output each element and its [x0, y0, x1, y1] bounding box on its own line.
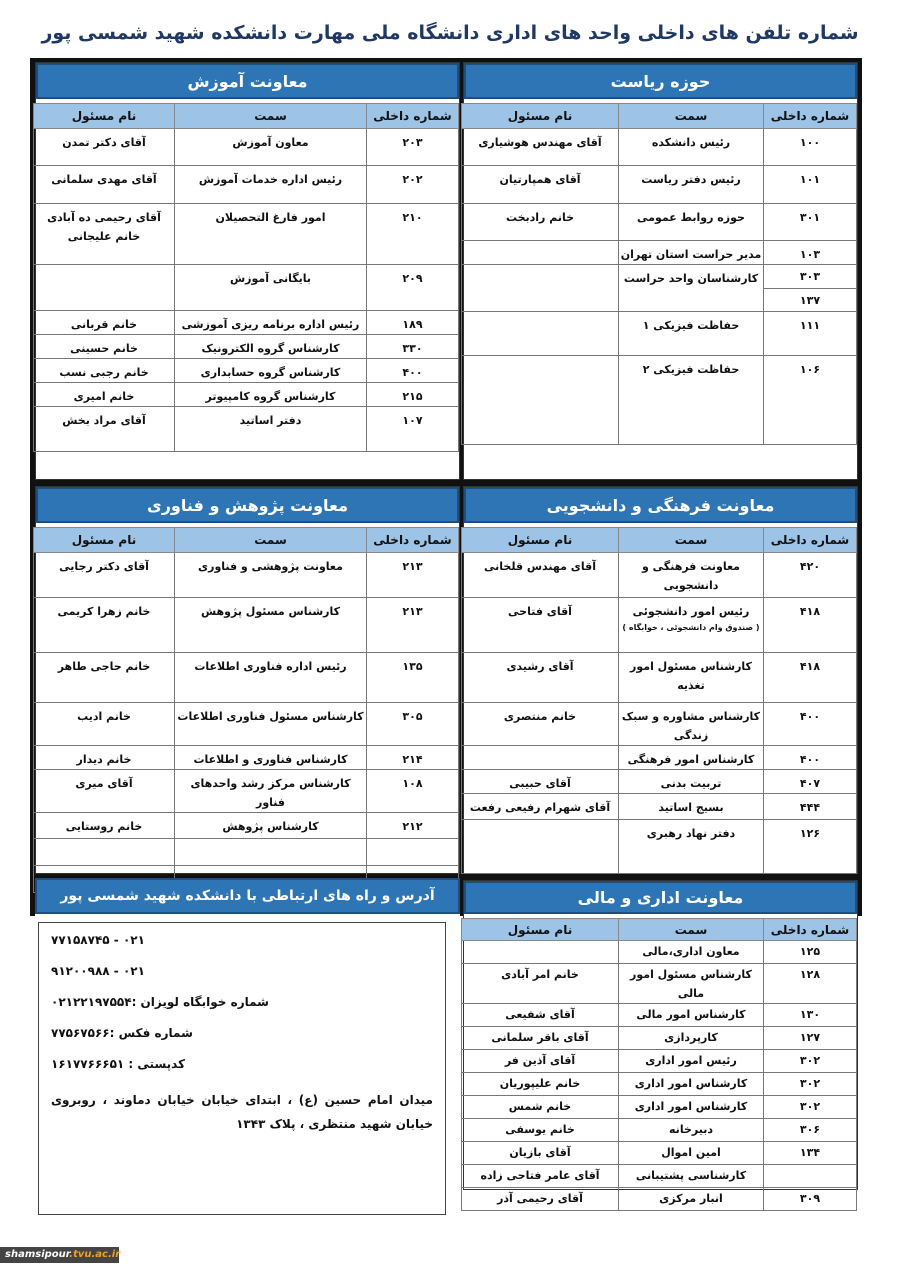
page-title: شماره تلفن های داخلی واحد های اداری دانشگاه ملی مهارت دانشکده شهید شمسی پور: [41, 22, 859, 44]
person-name: [462, 241, 619, 265]
person-name: آقای دکتر رجایی: [34, 553, 175, 598]
table-row: [462, 941, 857, 964]
column-header-ext: شماره داخلی: [764, 919, 857, 941]
dorm-phone: شماره خوابگاه لویزان :۰۲۱۲۲۱۹۷۵۵۴: [51, 995, 269, 1009]
table-row: [462, 1004, 857, 1027]
person-name: [462, 312, 619, 356]
position: [619, 794, 764, 820]
table-row: [462, 746, 857, 770]
extension-number: ۱۰۱: [764, 166, 857, 204]
table-row: [462, 1119, 857, 1142]
person-name: خانم ادیب: [34, 703, 175, 746]
person-name: [34, 265, 175, 311]
extension-number: [764, 265, 857, 312]
position-label: کارشناس گروه کامپیوتر: [205, 390, 336, 403]
position: [175, 553, 367, 598]
position: [175, 359, 367, 383]
position: [619, 312, 764, 356]
person-name: آقای مهدی سلمانی: [34, 166, 175, 204]
extension-number: ۳۰۲: [764, 1073, 857, 1096]
position-label: حفاظت فیزیکی ۱: [642, 319, 740, 332]
extension-number: ۴۰۷: [764, 770, 857, 794]
section-title: معاونت فرهنگی و دانشجویی: [464, 487, 857, 523]
section-presidency: [463, 62, 858, 480]
extension-number: ۳۰۶: [764, 1119, 857, 1142]
person-name: [462, 941, 619, 964]
extension-number: ۱۳۰: [764, 1004, 857, 1027]
table-row: [462, 129, 857, 166]
person-name: آقای رحیمی ده آبادی خانم علیجانی: [34, 204, 175, 265]
position: [175, 407, 367, 452]
position: [619, 241, 764, 265]
site-watermark: [0, 1247, 119, 1263]
extension-number: ۱۰۳: [764, 241, 857, 265]
position: [619, 703, 764, 746]
table-row: [462, 1165, 857, 1188]
table-row: [34, 311, 459, 335]
extension-number: ۱۲۶: [764, 820, 857, 874]
position-label: رئیس دانشکده: [651, 136, 731, 149]
extension-number: ۱۰۶: [764, 356, 857, 445]
table-row: [462, 1188, 857, 1211]
extension-number: ۳۰۲: [764, 1096, 857, 1119]
person-name: [462, 746, 619, 770]
address: میدان امام حسین (ع) ، ابتدای خیابان خیابان دماوند ، روبروی خیابان شهید منتظری ، پلاک ۱۳۴۳: [51, 1093, 433, 1131]
column-header-role: سمت: [619, 104, 764, 129]
position: [175, 839, 367, 866]
person-name: خانم قربانی: [34, 311, 175, 335]
person-name: آقای حبیبی: [462, 770, 619, 794]
table-row: [462, 204, 857, 241]
position-label: کارشناس مرکز رشد واحدهای فناور: [190, 777, 351, 809]
person-name: خانم علیپوریان: [462, 1073, 619, 1096]
extension-number: ۴۰۰: [367, 359, 459, 383]
position: [619, 770, 764, 794]
position: [619, 820, 764, 874]
extension-number: ۲۰۳: [367, 129, 459, 166]
person-name: آقای همپارتیان: [462, 166, 619, 204]
position: [175, 204, 367, 265]
table-row: [462, 1027, 857, 1050]
person-name: خانم دیدار: [34, 746, 175, 770]
extension-number: ۲۱۲: [367, 813, 459, 839]
phone-2: ۰۲۱ - ۹۱۲۰۰۹۸۸: [51, 964, 145, 978]
position-label: کارشناس امور مالی: [636, 1008, 746, 1021]
section-title: معاونت آموزش: [36, 63, 459, 99]
extension-table: [33, 103, 459, 452]
position: [175, 703, 367, 746]
person-name: آقای مراد بخش: [34, 407, 175, 452]
person-name: آقای شهرام رفیعی رفعت: [462, 794, 619, 820]
position-label: معاون آموزش: [232, 136, 309, 149]
position-label: کارشناس پژوهش: [222, 820, 319, 833]
position-label: انبار مرکزی: [659, 1192, 723, 1205]
position-label: کارشناسان واحد حراست: [623, 272, 759, 285]
person-name: آقای فتاحی: [462, 598, 619, 653]
position-label: دفتر نهاد رهبری: [646, 827, 736, 840]
person-name: آقای رحیمی آذر: [462, 1188, 619, 1211]
position: [175, 129, 367, 166]
table-row: [34, 703, 459, 746]
position: [619, 653, 764, 703]
table-row: [34, 813, 459, 839]
position: [619, 746, 764, 770]
table-row: [34, 129, 459, 166]
extension-number: ۲۰۹: [367, 265, 459, 311]
position: [619, 1096, 764, 1119]
position: [619, 1119, 764, 1142]
fax-number: شماره فکس :۷۷۵۶۷۵۶۶: [51, 1026, 193, 1040]
position-label: بسیج اساتید: [658, 801, 724, 814]
extension-number: ۱۲۸: [764, 964, 857, 1004]
position-label: رئیس امور اداری: [645, 1054, 737, 1067]
position: [619, 941, 764, 964]
section-title: حوزه ریاست: [464, 63, 857, 99]
extension-number: ۱۲۷: [764, 1027, 857, 1050]
section-title: معاونت اداری و مالی: [464, 881, 857, 914]
position-label: بایگانی آموزش: [230, 272, 311, 285]
position: [619, 265, 764, 312]
section-title: معاونت پژوهش و فناوری: [36, 487, 459, 523]
table-row: [34, 598, 459, 653]
extension-number: ۲۱۳: [367, 553, 459, 598]
position-label: کارشناس مسئول امور مالی: [630, 968, 752, 1000]
position: [175, 383, 367, 407]
extension-number: ۳۳۰: [367, 335, 459, 359]
position-label: رئیس اداره برنامه ریزی آموزشی: [181, 318, 360, 331]
person-name: [462, 820, 619, 874]
position: [175, 166, 367, 204]
table-row: [462, 1050, 857, 1073]
extension-table: [461, 918, 857, 1211]
extension-number: ۴۰۰: [764, 703, 857, 746]
table-row: [462, 703, 857, 746]
column-header-role: سمت: [619, 528, 764, 553]
position-label: کارشناس امور اداری: [634, 1077, 748, 1090]
person-name: خانم یوسفی: [462, 1119, 619, 1142]
person-name: آقای رشیدی: [462, 653, 619, 703]
position: [619, 356, 764, 445]
position: [619, 1050, 764, 1073]
table-row: [462, 553, 857, 598]
extension-table: [461, 527, 857, 874]
table-row: [34, 407, 459, 452]
table-row: [34, 770, 459, 813]
table-row: [34, 204, 459, 265]
table-row: [34, 746, 459, 770]
extension-number: ۱۱۱: [764, 312, 857, 356]
table-row: [462, 265, 857, 312]
position-label: رئیس امور دانشجوئی: [632, 605, 750, 618]
extension-number: ۳۰۵: [367, 703, 459, 746]
section-contact-header: [35, 878, 460, 916]
position-label: کارشناس امور اداری: [634, 1100, 748, 1113]
position: [175, 770, 367, 813]
extension-number: ۱۰۰: [764, 129, 857, 166]
position: [175, 653, 367, 703]
table-row: [462, 1096, 857, 1119]
person-name: آقای شفیعی: [462, 1004, 619, 1027]
column-header-role: سمت: [175, 104, 367, 129]
extension-number: ۱۰۸: [367, 770, 459, 813]
position: [619, 1165, 764, 1188]
table-row: [34, 553, 459, 598]
extension-number: ۴۴۴: [764, 794, 857, 820]
position-label: امور فارغ التحصیلان: [215, 211, 326, 224]
position-label: رئیس دفتر ریاست: [641, 173, 741, 186]
person-name: خانم زهرا کریمی: [34, 598, 175, 653]
position: [175, 813, 367, 839]
watermark-site: shamsipour: [5, 1249, 70, 1260]
extension-number: ۳۰۲: [764, 1050, 857, 1073]
position-label: مدیر حراست استان تهران: [620, 248, 762, 261]
person-name: خانم رادبخت: [462, 204, 619, 241]
column-header-name: نام مسئول: [462, 104, 619, 129]
column-header-ext: شماره داخلی: [764, 104, 857, 129]
table-row: [462, 166, 857, 204]
extension-number: ۲۱۵: [367, 383, 459, 407]
extension-number-part: ۳۰۳: [799, 270, 821, 283]
position-label: رئیس اداره خدمات آموزش: [198, 173, 343, 186]
position: [619, 553, 764, 598]
table-row: [462, 598, 857, 653]
person-name: آقای آذین فر: [462, 1050, 619, 1073]
position-label: کارشناس گروه الکترونیک: [201, 342, 340, 355]
person-name: [34, 839, 175, 866]
contact-title: آدرس و راه های ارتباطی با دانشکده شهید شمسی پور: [35, 878, 460, 914]
person-name: [462, 265, 619, 312]
person-name: آقای مهندس هوشیاری: [462, 129, 619, 166]
postal-code: کدپستی : ۱۶۱۷۷۶۶۶۵۱: [51, 1057, 186, 1071]
table-row: [34, 653, 459, 703]
person-name: آقای دکتر تمدن: [34, 129, 175, 166]
extension-number: ۳۰۹: [764, 1188, 857, 1211]
person-name: خانم حسینی: [34, 335, 175, 359]
extension-number: ۴۰۰: [764, 746, 857, 770]
person-name: آقای مهندس قلخانی: [462, 553, 619, 598]
position-label: حفاظت فیزیکی ۲: [642, 363, 740, 376]
position: [175, 265, 367, 311]
position-label: کارشناس مسئول امور تغذیه: [630, 660, 752, 692]
table-row: [462, 653, 857, 703]
position-label: دبیرخانه: [669, 1123, 713, 1136]
extension-number: ۲۰۲: [367, 166, 459, 204]
position: [619, 964, 764, 1004]
position-label: معاونت فرهنگی و دانشجویی: [642, 560, 740, 592]
position-label: دفتر اساتید: [239, 414, 302, 427]
person-name: خانم امیری: [34, 383, 175, 407]
extension-number: ۲۱۰: [367, 204, 459, 265]
extension-number: [764, 1165, 857, 1188]
extension-number: [367, 839, 459, 866]
table-row: [462, 356, 857, 445]
column-header-ext: شماره داخلی: [367, 104, 459, 129]
position-label: کارشناس مشاوره و سبک زندگی: [621, 710, 761, 742]
column-header-name: نام مسئول: [462, 528, 619, 553]
person-name: خانم منتصری: [462, 703, 619, 746]
table-row: [34, 839, 459, 866]
position: [619, 1004, 764, 1027]
table-row: [34, 359, 459, 383]
position-label: کارشناسی پشتیبانی: [635, 1169, 747, 1182]
position: [175, 598, 367, 653]
extension-number-part: ۱۳۷: [764, 288, 856, 311]
position: [619, 1188, 764, 1211]
extension-number: ۲۱۴: [367, 746, 459, 770]
position-label: کارپردازی: [664, 1031, 718, 1044]
person-name: آقای عامر فتاحی زاده: [462, 1165, 619, 1188]
position: [619, 598, 764, 653]
position-label: حوزه روابط عمومی: [637, 211, 745, 224]
column-header-role: سمت: [175, 528, 367, 553]
table-row: [462, 794, 857, 820]
extension-number: ۳۰۱: [764, 204, 857, 241]
contact-box: [38, 922, 446, 1215]
person-name: خانم روستایی: [34, 813, 175, 839]
section-research: [35, 486, 460, 874]
phone-1: ۰۲۱ - ۷۷۱۵۸۷۴۵: [51, 933, 145, 947]
table-row: [462, 820, 857, 874]
extension-number: ۲۱۳: [367, 598, 459, 653]
person-name: آقای باقر سلمانی: [462, 1027, 619, 1050]
position: [619, 1073, 764, 1096]
person-name: [462, 356, 619, 445]
table-row: [462, 770, 857, 794]
position: [175, 746, 367, 770]
position-label: معاون اداری،مالی: [642, 945, 740, 958]
position-label: کارشناس مسئول پژوهش: [200, 605, 341, 618]
position: [619, 129, 764, 166]
position: [619, 204, 764, 241]
position: [175, 335, 367, 359]
position: [175, 311, 367, 335]
person-name: خانم شمس: [462, 1096, 619, 1119]
watermark-domain: .tvu.ac.ir: [69, 1249, 121, 1260]
position: [619, 1027, 764, 1050]
position-label: کارشناس مسئول فناوری اطلاعات: [177, 710, 364, 723]
position-label: کارشناس گروه حسابداری: [200, 366, 341, 379]
column-header-name: نام مسئول: [34, 528, 175, 553]
extension-table: [461, 103, 857, 445]
position-label: معاونت پژوهشی و فناوری: [198, 560, 343, 573]
table-row: [34, 335, 459, 359]
table-row: [462, 1073, 857, 1096]
extension-number: ۴۱۸: [764, 653, 857, 703]
position-label: رئیس اداره فناوری اطلاعات: [194, 660, 347, 673]
section-admin: [463, 880, 858, 1205]
person-name: آقای بازیان: [462, 1142, 619, 1165]
person-name: خانم امر آبادی: [462, 964, 619, 1004]
extension-number: ۱۰۷: [367, 407, 459, 452]
position-label: تربیت بدنی: [660, 777, 722, 790]
person-name: خانم حاجی طاهر: [34, 653, 175, 703]
table-row: [462, 241, 857, 265]
extension-number: ۴۲۰: [764, 553, 857, 598]
column-header-name: نام مسئول: [34, 104, 175, 129]
table-row: [34, 383, 459, 407]
person-name: آقای میری: [34, 770, 175, 813]
column-header-ext: شماره داخلی: [367, 528, 459, 553]
extension-number: ۱۳۴: [764, 1142, 857, 1165]
table-row: [462, 312, 857, 356]
table-row: [34, 166, 459, 204]
person-name: خانم رجبی نسب: [34, 359, 175, 383]
position-label: کارشناس امور فرهنگی: [627, 753, 755, 766]
section-cultural: [463, 486, 858, 874]
position-label: کارشناس فناوری و اطلاعات: [193, 753, 348, 766]
column-header-name: نام مسئول: [462, 919, 619, 941]
extension-number: ۴۱۸: [764, 598, 857, 653]
extension-table: [33, 527, 459, 893]
position-label: امین اموال: [661, 1146, 721, 1159]
column-header-ext: شماره داخلی: [764, 528, 857, 553]
table-row: [462, 964, 857, 1004]
extension-number: ۱۸۹: [367, 311, 459, 335]
column-header-role: سمت: [619, 919, 764, 941]
position-note: ( صندوق وام دانشجوئی ، خوابگاه ): [622, 623, 760, 632]
table-row: [462, 1142, 857, 1165]
section-education: [35, 62, 460, 480]
position: [619, 1142, 764, 1165]
extension-number: ۱۳۵: [367, 653, 459, 703]
position: [619, 166, 764, 204]
extension-number: ۱۲۵: [764, 941, 857, 964]
table-row: [34, 265, 459, 311]
